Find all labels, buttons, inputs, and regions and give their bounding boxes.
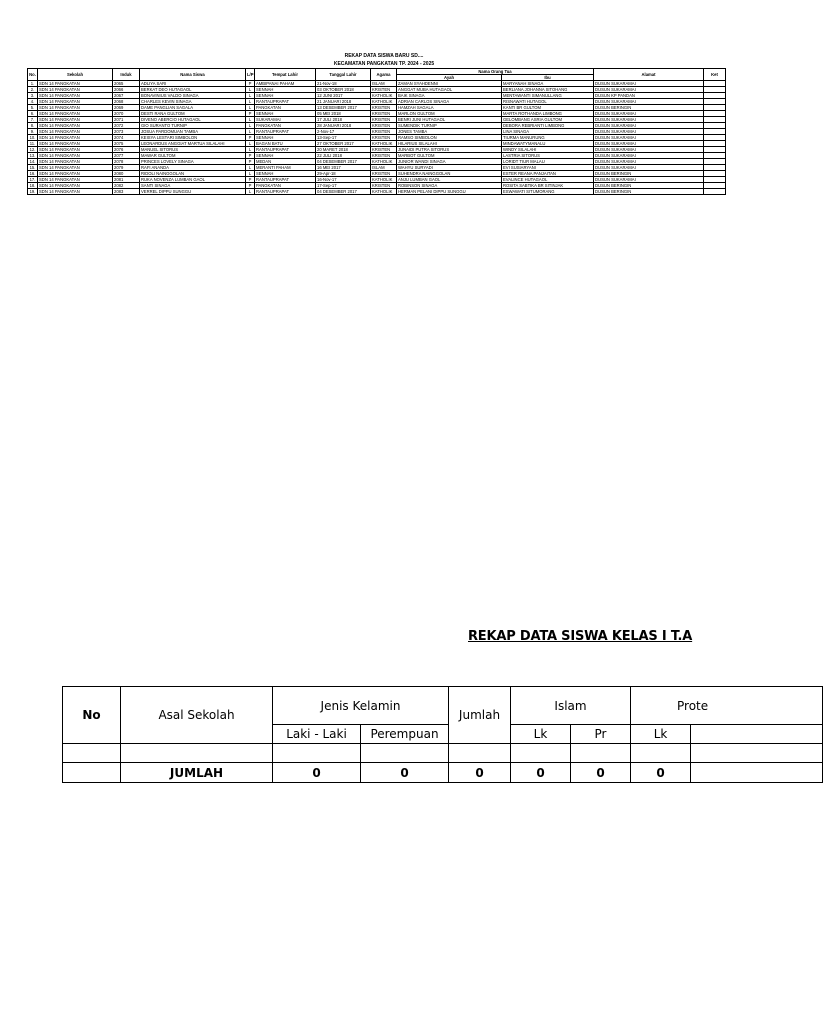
table-cell: L — [246, 141, 255, 147]
table-cell: DAME PANGLIAN SAGALA — [140, 105, 246, 111]
table-cell: RIDOLI NAINGGOLAN — [140, 171, 246, 177]
table-cell: JONES TAMBA — [397, 129, 502, 135]
table-cell: KATHOLIK — [371, 177, 397, 183]
table-cell: DUSUN SUKARAMAI — [594, 141, 704, 147]
summary-table — [62, 686, 823, 783]
table-cell: KRISTEN — [371, 117, 397, 123]
table-cell: SDN 14 PANGKATAN — [38, 123, 113, 129]
table-cell: KATHOLIK — [371, 141, 397, 147]
table-cell: DUSUN BERINGIN — [594, 105, 704, 111]
table-cell: 20 MARET 2018 — [316, 147, 371, 153]
table-cell: 3. — [28, 93, 38, 99]
table-cell: ESTER REANA PANJAITAN — [502, 171, 594, 177]
student-table — [27, 68, 726, 195]
table-cell: 16. — [28, 171, 38, 177]
table-cell: 16 MEI 2017 — [316, 165, 371, 171]
table-cell: P — [246, 135, 255, 141]
empty-cell — [273, 744, 361, 763]
table-cell: SDN 14 PANGKATAN — [38, 129, 113, 135]
table-cell: MEDAN — [255, 159, 316, 165]
table-cell: 1. — [28, 81, 38, 87]
summary-col-prot-lk: Lk — [631, 725, 691, 744]
table-cell: 2074 — [113, 135, 140, 141]
table-cell: KATHOLIK — [371, 99, 397, 105]
table-cell: DUSUN SUKARAMAI — [594, 111, 704, 117]
summary-col-prot-pr — [691, 725, 823, 744]
empty-cell — [691, 744, 823, 763]
col-ortu: Nama Orang Tua — [397, 69, 594, 75]
table-cell: DUSUN SUKARAMAI — [594, 177, 704, 183]
empty-cell — [361, 744, 449, 763]
table-cell: P — [246, 111, 255, 117]
table-cell: RANTAUPRAPAT — [255, 177, 316, 183]
table-cell: 14. — [28, 159, 38, 165]
table-cell: MARTA ROTHANDA LIMBONG — [502, 111, 594, 117]
table-cell: SDN 14 PANGKATAN — [38, 135, 113, 141]
table-cell: KRISTEN — [371, 111, 397, 117]
table-cell: L — [246, 105, 255, 111]
col-tanggal: Tanggal Lahir — [316, 69, 371, 81]
table-cell: RANTAUPRAPAT — [255, 189, 316, 195]
empty-cell — [63, 744, 121, 763]
table-cell: SDN 14 PANGKATAN — [38, 159, 113, 165]
table-cell: KRISTEN — [371, 153, 397, 159]
table-cell: L — [246, 147, 255, 153]
table-cell: SUHENDRA NAINGGOLAN — [397, 171, 502, 177]
summary-total-islam-lk: 0 — [511, 763, 571, 783]
table-cell: 2069 — [113, 105, 140, 111]
table-cell: ANJU LUMBAN GAOL — [397, 177, 502, 183]
table-cell: 16-Nov-17 — [316, 177, 371, 183]
table-cell: 28 JANUARI 2018 — [316, 123, 371, 129]
empty-cell — [571, 744, 631, 763]
table-cell: CHARLES KEVIN SINAGA — [140, 99, 246, 105]
table-cell: L — [246, 87, 255, 93]
table-cell: 5. — [28, 105, 38, 111]
table-cell: AMBIPANAI PAHAM — [255, 81, 316, 87]
summary-col-islam-lk: Lk — [511, 725, 571, 744]
table-cell: DUSUN SUKARAMAI — [594, 99, 704, 105]
table-cell: SDN 14 PANGKATAN — [38, 99, 113, 105]
table-cell: DUSUN SUKARAMAI — [594, 81, 704, 87]
table-cell: KATHOLIK — [371, 189, 397, 195]
table-cell: 2070 — [113, 111, 140, 117]
col-agama: Agama — [371, 69, 397, 81]
table-cell: BONAVINIUS VALDO SINAGA — [140, 93, 246, 99]
table-cell: KATHOLIK — [371, 93, 397, 99]
table-cell: WAHYU SURYADI — [397, 165, 502, 171]
table-cell: ISLAM — [371, 81, 397, 87]
table-cell: 8. — [28, 123, 38, 129]
table-cell: LORIDT TIUR MALAU — [502, 159, 594, 165]
summary-col-asal: Asal Sekolah — [121, 687, 273, 744]
table-cell: DUSUN SUKARAMAI — [594, 135, 704, 141]
table-cell: SENNAH — [255, 171, 316, 177]
empty-cell — [449, 744, 511, 763]
table-cell: PANGKATAN — [255, 105, 316, 111]
table-cell: 2081 — [113, 177, 140, 183]
table-cell: MAWAR GULTOM — [140, 153, 246, 159]
table-cell: 2083 — [113, 189, 140, 195]
table-cell: ADLIYA SARI — [140, 81, 246, 87]
empty-cell — [691, 763, 823, 783]
summary-total-jumlah: 0 — [449, 763, 511, 783]
table-cell: KRISTEN — [371, 129, 397, 135]
summary-table-viewport — [62, 686, 709, 782]
table-cell: 03 OKTOBER 2018 — [316, 87, 371, 93]
summary-total-laki: 0 — [273, 763, 361, 783]
table-cell: MARBOT GULTOM — [397, 153, 502, 159]
table-cell: MARLON GULTOM — [397, 111, 502, 117]
table-cell: L — [246, 99, 255, 105]
table-cell: 2067 — [113, 93, 140, 99]
table-cell: L — [246, 171, 255, 177]
table-cell: KRISTEN — [371, 135, 397, 141]
summary-col-jenis: Jenis Kelamin — [273, 687, 449, 725]
table-cell: HILARIUS SILALAHI — [397, 141, 502, 147]
summary-header-row — [63, 687, 823, 725]
table-cell: EVI SUSIARYANI — [502, 165, 594, 171]
table-cell: SDN 14 PANGKATAN — [38, 147, 113, 153]
table-cell: LINA SINAGA — [502, 129, 594, 135]
table-cell: SDN 14 PANGKATAN — [38, 177, 113, 183]
table-cell: 2075 — [113, 141, 140, 147]
table-cell: DUSUN KP PANDAN — [594, 93, 704, 99]
table-cell: 4. — [28, 99, 38, 105]
empty-cell — [63, 763, 121, 783]
table-cell: DUSUN SUKARAMAI — [594, 147, 704, 153]
table-cell: DUSUN BERINGIN — [594, 183, 704, 189]
table-cell: L — [246, 93, 255, 99]
table-cell: 17. — [28, 177, 38, 183]
table-cell: 2066 — [113, 87, 140, 93]
table-cell: P — [246, 153, 255, 159]
table-cell: DUSUN SUKARAMAI — [594, 117, 704, 123]
table-cell: 13. — [28, 153, 38, 159]
col-induk: Induk — [113, 69, 140, 81]
table-cell: LASTRIA SITORUS — [502, 153, 594, 159]
table-cell: SENNAH — [255, 93, 316, 99]
table-cell: DUSUN SUKARAMAI — [594, 153, 704, 159]
col-ket: Ket — [704, 69, 726, 81]
table-cell: 9. — [28, 129, 38, 135]
table-cell: SUMENDIK TURNIP — [397, 123, 502, 129]
table-cell: BAIK SINAGA — [397, 93, 502, 99]
table-cell: L — [246, 123, 255, 129]
table-cell: 2082 — [113, 183, 140, 189]
table-cell: RUKA NOVENZA LUMBAN GAOL — [140, 177, 246, 183]
table-cell: KRISTEN — [371, 87, 397, 93]
table-cell — [704, 189, 726, 195]
summary-empty-row — [63, 744, 823, 763]
table-cell: DEBORA REBRIANTI LIMBONG — [502, 123, 594, 129]
table-cell: SDN 14 PANGKATAN — [38, 153, 113, 159]
table-cell: 2071 — [113, 117, 140, 123]
table-cell: SDN 14 PANGKATAN — [38, 117, 113, 123]
summary-total-label: JUMLAH — [121, 763, 273, 783]
table-cell: MENTAWANTI SIMANULLANG — [502, 93, 594, 99]
table-cell: ROBINSON SINAGA — [397, 183, 502, 189]
table-cell: ANGGAT MUBA HUTAGAOL — [397, 87, 502, 93]
table-cell: KATHOLIK — [371, 159, 397, 165]
table-cell: DUSUN SUKARAMAI — [594, 87, 704, 93]
summary-col-islam: Islam — [511, 687, 631, 725]
table-cell: JOSUA PARDOMUAN TAMBA — [140, 129, 246, 135]
summary-col-islam-pr: Pr — [571, 725, 631, 744]
summary-col-jumlah: Jumlah — [449, 687, 511, 744]
table-cell: KEISYA LESTARI SIMBOLON — [140, 135, 246, 141]
table-cell: 2080 — [113, 171, 140, 177]
table-cell: SENNAH — [255, 135, 316, 141]
table-cell: P — [246, 159, 255, 165]
table-cell: SDN 14 PANGKATAN — [38, 183, 113, 189]
summary-total-islam-pr: 0 — [571, 763, 631, 783]
table-cell: LEONARDUS ANGGIAT MARTUA SILALAHI — [140, 141, 246, 147]
table-cell: BERLIANA JOHANNA SITOHANG — [502, 87, 594, 93]
table-cell: DUSUN SUKARAMAI — [594, 165, 704, 171]
table-cell: L — [246, 189, 255, 195]
table-cell: 11. — [28, 141, 38, 147]
table-cell: DUSUN BERINGIN — [594, 171, 704, 177]
table-cell: ESWAWATI SITUMORANG — [502, 189, 594, 195]
table-row — [28, 189, 726, 195]
table-cell: 18. — [28, 183, 38, 189]
table-cell: DUSUN SUKARAMAI — [594, 123, 704, 129]
table-cell: ADRIAN CARLOS SINAGA — [397, 99, 502, 105]
table-cell: 2077 — [113, 153, 140, 159]
table-body — [28, 81, 726, 195]
table-cell: 21 JANUARI 2018 — [316, 99, 371, 105]
table-cell: P — [246, 177, 255, 183]
table-cell: SENNAH — [255, 87, 316, 93]
table-cell: 2072 — [113, 123, 140, 129]
table-cell: SDN 14 PANGKATAN — [38, 189, 113, 195]
table-cell: L — [246, 165, 255, 171]
table-cell: KRISTEN — [371, 123, 397, 129]
table-cell: ROSITA SABTIKA BR SITINJAK — [502, 183, 594, 189]
summary-title: REKAP DATA SISWA KELAS I T.A — [468, 629, 693, 644]
table-cell: TIURMA MANURUNG — [502, 135, 594, 141]
table-cell: 04 DESEMBER 2017 — [316, 189, 371, 195]
col-ayah: Ayah — [397, 75, 502, 81]
table-cell: L — [246, 117, 255, 123]
summary-total-row — [63, 763, 823, 783]
table-cell: SDN 14 PANGKATAN — [38, 93, 113, 99]
table-cell: SDN 14 PANGKATAN — [38, 111, 113, 117]
table-cell: KRISTEN — [371, 183, 397, 189]
table-cell: 13 DESEMBER 2017 — [316, 105, 371, 111]
table-cell: MARYANAH SINAGA — [502, 81, 594, 87]
table-cell: SDN 14 PANGKATAN — [38, 165, 113, 171]
table-cell: KRISTEN — [371, 105, 397, 111]
table-cell: RAFI ANANDA — [140, 165, 246, 171]
table-cell: HERMAN PELANI DIPPU SUNGGU — [397, 189, 502, 195]
table-cell: RANTAUPRAPAT — [255, 129, 316, 135]
table-cell: HAMZAH SAGALA — [397, 105, 502, 111]
table-cell: ZAMAN SYAHDENNI — [397, 81, 502, 87]
table-cell: SDN 14 PANGKATAN — [38, 81, 113, 87]
table-cell: BENRI JUNI HUTAGAOL — [397, 117, 502, 123]
table-cell: 6. — [28, 111, 38, 117]
table-cell: RAMSO SIMBOLON — [397, 135, 502, 141]
table-cell: 2068 — [113, 99, 140, 105]
table-cell: GELOMBANG ASRIA GULTOM — [502, 117, 594, 123]
empty-cell — [121, 744, 273, 763]
table-cell: 22 JULI 2018 — [316, 153, 371, 159]
table-cell: SANTI SINAGA — [140, 183, 246, 189]
table-cell: DUSUN SUKARAMAI — [594, 129, 704, 135]
table-cell: GIO SURANTO TURNIP — [140, 123, 246, 129]
table-cell: VERREL DIPPU SUNGGU — [140, 189, 246, 195]
col-tempat: Tempat Lahir — [255, 69, 316, 81]
table-cell: MERANTI PAHAM — [255, 165, 316, 171]
col-nama: Nama Siswa — [140, 69, 246, 81]
table-cell: KANTI BR GULTOM — [502, 105, 594, 111]
table-cell: MINDAWATYMANALU — [502, 141, 594, 147]
table-cell: KRISTEN — [371, 147, 397, 153]
col-no: No. — [28, 69, 38, 81]
table-cell: SENNAH — [255, 153, 316, 159]
table-cell: 15. — [28, 165, 38, 171]
table-cell: 2079 — [113, 165, 140, 171]
table-cell: KRISTEN — [371, 171, 397, 177]
table-cell: 21-Nov-18 — [316, 81, 371, 87]
table-cell: 2073 — [113, 129, 140, 135]
table-cell: MANUEL SITORUS — [140, 147, 246, 153]
table-cell: 19. — [28, 189, 38, 195]
table-cell: 7. — [28, 117, 38, 123]
table-cell: 2. — [28, 87, 38, 93]
table-cell: L — [246, 129, 255, 135]
table-cell: BAGAN BATU — [255, 141, 316, 147]
summary-col-protestan: Prote — [631, 687, 823, 725]
empty-cell — [511, 744, 571, 763]
table-cell: RISNAWATI HUTAGOL — [502, 99, 594, 105]
table-cell: SDN 14 PANGKATAN — [38, 141, 113, 147]
table-header-row — [28, 69, 726, 75]
table-cell: SDN 14 PANGKATAN — [38, 105, 113, 111]
table-cell: BERKAT DEO HUTAGAOL — [140, 87, 246, 93]
table-cell: JUNIOR WANDI SINAGA — [397, 159, 502, 165]
table-cell: PANGKATAN — [255, 183, 316, 189]
summary-col-perempuan: Perempuan — [361, 725, 449, 744]
table-cell: SENNAH — [255, 111, 316, 117]
table-cell: PANGKATAN — [255, 123, 316, 129]
table-cell: 2078 — [113, 159, 140, 165]
table-cell: RANTAUPRAPAT — [255, 99, 316, 105]
col-sekolah: Sekolah — [38, 69, 113, 81]
table-cell: P — [246, 81, 255, 87]
sheet-subtitle: KECAMATAN PANGKATAN TP. 2024 - 2025 — [333, 61, 435, 67]
table-cell: DUSUN SUKARAMAI — [594, 159, 704, 165]
table-cell: RANTAUPRAPAT — [255, 147, 316, 153]
table-cell: 29-Apr-18 — [316, 171, 371, 177]
table-cell: 12. — [28, 147, 38, 153]
table-cell: ISLAM — [371, 165, 397, 171]
table-cell: SDN 14 PANGKATAN — [38, 87, 113, 93]
table-cell: WINDY SILALAHI — [502, 147, 594, 153]
table-cell: SDN 14 PANGKATAN — [38, 171, 113, 177]
summary-total-prot-lk: 0 — [631, 763, 691, 783]
table-cell: 2-Nov-17 — [316, 129, 371, 135]
table-cell: EVALINCE HUTAGAOL — [502, 177, 594, 183]
col-ibu: Ibu — [502, 75, 594, 81]
table-cell: P — [246, 183, 255, 189]
col-lp: L/P — [246, 69, 255, 81]
table-cell: 13-Sep-17 — [316, 135, 371, 141]
table-cell: 2076 — [113, 147, 140, 153]
table-cell: DUSUN BERINGIN — [594, 189, 704, 195]
table-cell: JUNAIDI PUTRA SITORUS — [397, 147, 502, 153]
table-cell: 04 DESEMBER 2017 — [316, 159, 371, 165]
table-cell: DESTI RANA GULTOM — [140, 111, 246, 117]
summary-col-no: No — [63, 687, 121, 744]
summary-col-laki: Laki - Laki — [273, 725, 361, 744]
sheet-title: REKAP DATA SISWA BARU SD.... — [344, 53, 424, 59]
table-cell: PRINCES LOVELY SINAGA — [140, 159, 246, 165]
col-alamat: Alamat — [594, 69, 704, 81]
table-cell: 05 MEI 2018 — [316, 111, 371, 117]
table-cell: 2065 — [113, 81, 140, 87]
empty-cell — [631, 744, 691, 763]
table-cell: 17-Sep-17 — [316, 183, 371, 189]
table-cell: DIVENO ABERCIO HUTAGAOL — [140, 117, 246, 123]
summary-total-perempuan: 0 — [361, 763, 449, 783]
table-cell: 10. — [28, 135, 38, 141]
table-cell: SUKARAMAI — [255, 117, 316, 123]
table-cell: 17 JULI 2018 — [316, 117, 371, 123]
table-cell: 12 JUNI 2017 — [316, 93, 371, 99]
table-cell: 27 OKTOBER 2017 — [316, 141, 371, 147]
